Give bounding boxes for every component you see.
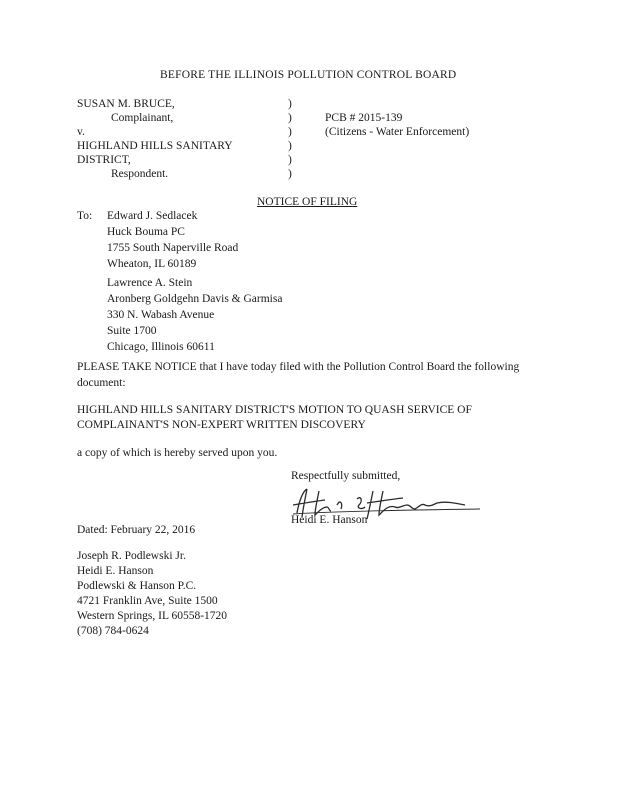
caption-paren: ) — [288, 98, 292, 110]
to-label: To: — [77, 210, 93, 222]
signer-line: Podlewski & Hanson P.C. — [77, 580, 197, 592]
recipient-second — [107, 278, 282, 358]
signer-line: (708) 784-0624 — [77, 625, 149, 637]
motion-title-line2: COMPLAINANT'S NON-EXPERT WRITTEN DISCOVERY — [77, 419, 366, 431]
address-line: 330 N. Wabash Avenue — [107, 309, 215, 321]
notice-title: NOTICE OF FILING — [257, 196, 358, 208]
notice-paragraph: PLEASE TAKE NOTICE that I have today filed with the Pollution Control Board the following document: — [77, 361, 520, 389]
signer-line: Joseph R. Podlewski Jr. — [77, 550, 186, 562]
signer-line: Heidi E. Hanson — [77, 565, 154, 577]
signer-line: Western Springs, IL 60558-1720 — [77, 610, 228, 622]
address-line: Wheaton, IL 60189 — [107, 258, 197, 270]
caption-paren: ) — [288, 140, 292, 152]
address-line: Lawrence A. Stein — [107, 277, 193, 289]
caption-paren: ) — [288, 154, 292, 166]
address-line: Aronberg Goldgehn Davis & Garmisa — [107, 293, 283, 305]
case-type: (Citizens - Water Enforcement) — [325, 126, 470, 138]
address-line: Suite 1700 — [107, 325, 157, 337]
signer-printed-name: Heidi E. Hanson — [291, 514, 368, 526]
complainant-role: Complainant, — [111, 112, 174, 124]
case-number: PCB # 2015-139 — [325, 112, 403, 124]
respondent-name-line2: DISTRICT, — [77, 154, 131, 166]
signer-line: 4721 Franklin Ave, Suite 1500 — [77, 595, 218, 607]
complainant-name: SUSAN M. BRUCE, — [77, 98, 175, 110]
motion-title-line1: HIGHLAND HILLS SANITARY DISTRICT'S MOTION TO QUASH SERVICE OF — [77, 404, 472, 416]
board-title: BEFORE THE ILLINOIS POLLUTION CONTROL BOARD — [160, 69, 457, 81]
address-line: Edward J. Sedlacek — [107, 210, 198, 222]
served-statement: a copy of which is hereby served upon you. — [77, 447, 278, 459]
caption-paren: ) — [288, 126, 292, 138]
versus-label: v. — [77, 126, 85, 138]
closing-text: Respectfully submitted, — [291, 470, 401, 482]
caption-paren: ) — [288, 168, 292, 180]
signer-block — [77, 551, 227, 641]
address-line: Huck Bouma PC — [107, 226, 185, 238]
address-line: 1755 South Naperville Road — [107, 242, 239, 254]
filing-date: Dated: February 22, 2016 — [77, 524, 196, 536]
respondent-role: Respondent. — [111, 168, 169, 180]
caption-paren: ) — [288, 112, 292, 124]
recipient-first — [107, 211, 238, 275]
respondent-name-line1: HIGHLAND HILLS SANITARY — [77, 140, 233, 152]
address-line: Chicago, Illinois 60611 — [107, 341, 215, 353]
